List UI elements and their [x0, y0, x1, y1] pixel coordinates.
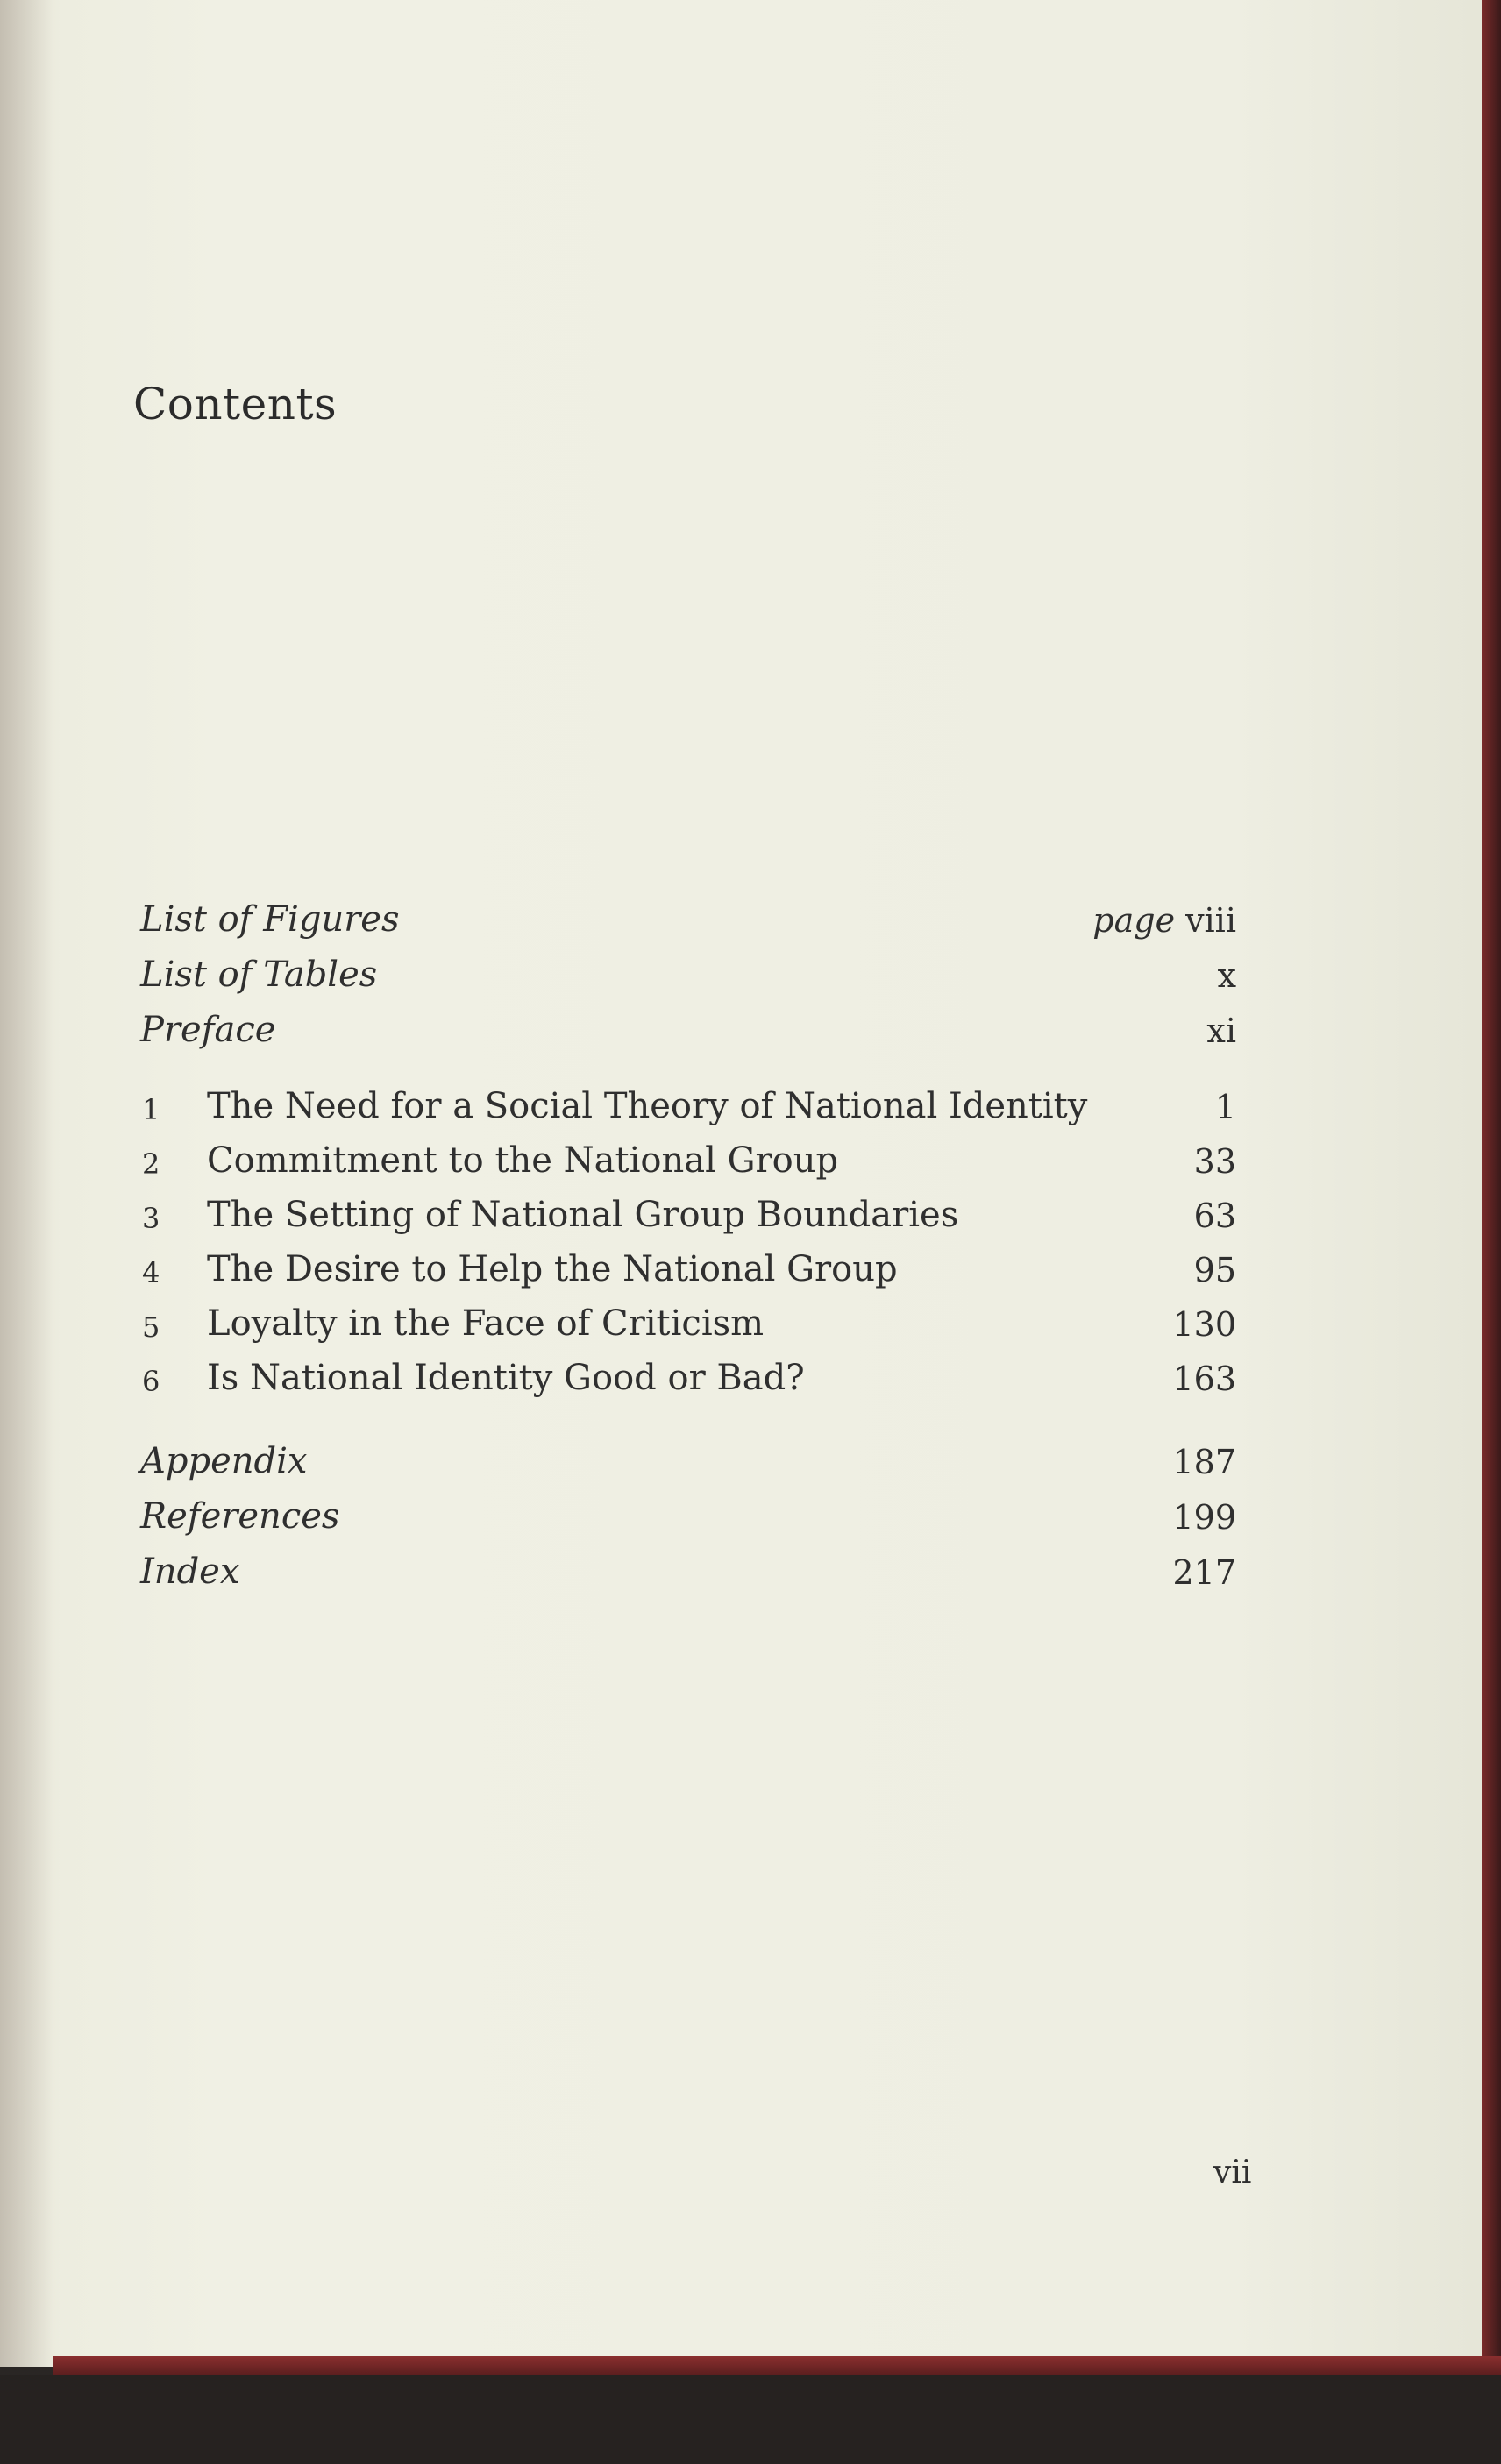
toc-entry-list-of-tables[interactable]	[140, 949, 1236, 1002]
toc-chapter-5[interactable]	[140, 1298, 1236, 1351]
book-cover-edge	[1482, 0, 1501, 2384]
toc-chapter-6[interactable]	[140, 1353, 1236, 1405]
toc-entry-page-number: 95	[1193, 1251, 1236, 1289]
toc-entry-appendix[interactable]	[140, 1436, 1236, 1488]
chapter-title: Loyalty in the Face of Criticism	[207, 1303, 765, 1344]
toc-entry-page-number: 187	[1172, 1443, 1236, 1481]
toc-chapter-3[interactable]	[140, 1189, 1236, 1242]
toc-entry-page-number: 33	[1193, 1142, 1236, 1181]
toc-entry-page-number: x	[1217, 956, 1236, 995]
toc-entry-title: References	[140, 1496, 340, 1537]
page-number-folio: vii	[1213, 2155, 1252, 2191]
toc-entry-page-number: 217	[1172, 1553, 1236, 1592]
scan-background	[0, 2375, 1501, 2464]
chapter-number: 3	[142, 1202, 160, 1235]
toc-entry-page-number: 130	[1172, 1305, 1236, 1344]
toc-entry-references[interactable]	[140, 1491, 1236, 1544]
chapter-title: The Need for a Social Theory of National Identity	[207, 1086, 1088, 1126]
chapter-title: The Desire to Help the National Group	[207, 1249, 898, 1289]
toc-entry-list-of-figures[interactable]	[140, 894, 1236, 947]
chapter-number: 6	[142, 1365, 160, 1398]
toc-entry-page-number: 63	[1193, 1196, 1236, 1235]
chapter-number: 2	[142, 1147, 160, 1181]
toc-entry-index[interactable]	[140, 1546, 1236, 1599]
toc-entry-page-number: 1	[1214, 1088, 1236, 1126]
chapter-title: Commitment to the National Group	[207, 1140, 839, 1181]
toc-chapter-4[interactable]	[140, 1244, 1236, 1296]
toc-entry-title: Index	[140, 1552, 240, 1592]
toc-entry-title: Preface	[140, 1010, 276, 1050]
chapter-number: 4	[142, 1256, 160, 1289]
toc-entry-page-number: 199	[1172, 1498, 1236, 1537]
page-prefix: page	[1092, 901, 1176, 940]
toc-entry-page	[1092, 901, 1236, 940]
toc-entry-page-number: xi	[1206, 1012, 1236, 1050]
toc-entry-title: Appendix	[140, 1441, 308, 1481]
toc-chapter-1[interactable]	[140, 1081, 1236, 1133]
chapter-title: Is National Identity Good or Bad?	[207, 1358, 805, 1398]
toc-entry-title: List of Tables	[140, 955, 378, 995]
toc-entry-preface[interactable]	[140, 1005, 1236, 1057]
toc-chapter-2[interactable]	[140, 1135, 1236, 1188]
chapter-title: The Setting of National Group Boundaries	[207, 1195, 959, 1235]
chapter-number: 1	[142, 1093, 160, 1126]
toc-entry-page-number: viii	[1185, 901, 1236, 940]
chapter-number: 5	[142, 1310, 160, 1344]
toc-entry-title: List of Figures	[140, 899, 400, 940]
contents-heading: Contents	[133, 379, 338, 430]
toc-entry-page-number: 163	[1172, 1360, 1236, 1398]
